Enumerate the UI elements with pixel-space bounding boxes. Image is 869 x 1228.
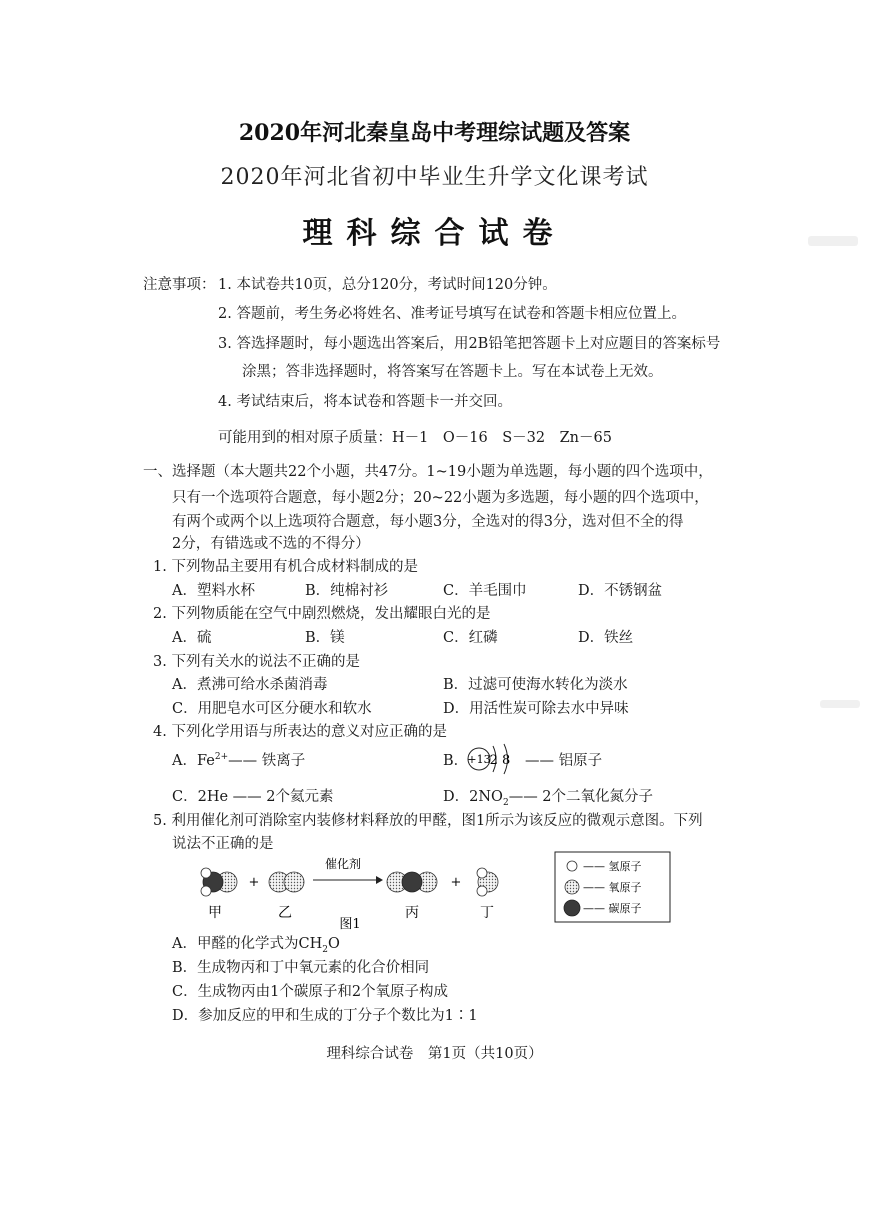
iron-ion-symbol: Fe [196, 753, 215, 769]
q5-option-d: D．参加反应的甲和生成的丁分子个数比为1∶1 [172, 1008, 478, 1024]
q1-option-c: C．羊毛围巾 [443, 583, 527, 599]
q3-option-c: C．用肥皂水可区分硬水和软水 [172, 701, 372, 717]
q1-stem: 1. 下列物品主要用有机合成材料制成的是 [153, 559, 418, 575]
molecule-carbon-dioxide [387, 872, 437, 892]
plus-sign-2: + [450, 875, 462, 890]
no2-subscript: 2 [502, 797, 509, 808]
catalyst-label: 催化剂 [324, 857, 362, 871]
q5-option-c: C．生成物丙由1个碳原子和2个氧原子构成 [172, 984, 449, 1000]
q3-stem: 3. 下列有关水的说法不正确的是 [153, 654, 360, 670]
q4-option-b-meaning: —— 铝原子 [525, 753, 603, 769]
q5-stem-line-2: 说法不正确的是 [172, 836, 274, 852]
q5-option-a-text: A．甲醛的化学式为CH [172, 936, 323, 952]
nucleus-charge: +13 [467, 753, 491, 766]
q5-option-b: B．生成物丙和丁中氧元素的化合价相同 [172, 960, 430, 976]
q4-option-a-label: A． [172, 753, 197, 769]
q4-option-d-meaning: —— 2个二氧化氮分子 [508, 789, 654, 805]
aluminum-atom-structure-diagram [463, 740, 523, 778]
q1-option-a: A．塑料水杯 [172, 583, 255, 599]
notice-item-1: 1. 本试卷共10页，总分120分，考试时间120分钟。 [218, 277, 557, 293]
section-1-line-4: 2分，有错选或不选的不得分） [172, 536, 370, 552]
q2-option-a: A．硫 [172, 630, 212, 646]
label-bing: 丙 [405, 905, 419, 921]
document-title: 2020年河北秦皇岛中考理综试题及答案 [238, 120, 631, 146]
legend-carbon: —— 碳原子 [583, 902, 642, 915]
notice-item-3-cont: 涂黑；答非选择题时，将答案写在答题卡上。写在本试卷上无效。 [242, 364, 663, 380]
q1-option-d: D．不锈钢盆 [578, 583, 663, 599]
q4-option-d [443, 785, 653, 808]
q4-stem: 4. 下列化学用语与所表达的意义对应正确的是 [153, 724, 447, 740]
legend-hydrogen: —— 氢原子 [583, 860, 642, 873]
q3-option-d: D．用活性炭可除去水中异味 [443, 701, 629, 717]
q5-stem-line-1: 5. 利用催化剂可消除室内装修材料释放的甲醛，图1所示为该反应的微观示意图。下列 [153, 813, 703, 829]
q5-option-a-subscript: 2 [322, 944, 328, 955]
section-1-line-2: 只有一个选项符合题意，每小题2分；20~22小题为多选题，每小题的四个选项中， [172, 490, 709, 506]
q5-option-a-tail: O [327, 936, 340, 952]
legend-oxygen: —— 氧原子 [583, 881, 642, 894]
carbon-atom-icon [564, 900, 580, 916]
q4-option-a-meaning: —— 铁离子 [228, 753, 306, 769]
notice-item-3: 3. 答选择题时，每小题选出答案后，用2B铅笔把答题卡上对应题目的答案标号 [218, 336, 721, 352]
q2-stem: 2. 下列物质能在空气中剧烈燃烧，发出耀眼白光的是 [153, 606, 491, 622]
molecule-water [477, 868, 498, 896]
hydrogen-atom-icon [567, 861, 577, 871]
q2-option-d: D．铁丝 [578, 630, 634, 646]
q5-option-a [172, 932, 340, 955]
q4-option-b-label: B． [443, 753, 469, 769]
atomic-mass-line: 可能用到的相对原子质量：H－1 O－16 S－32 Zn－65 [218, 430, 612, 446]
plus-sign-1: + [248, 875, 260, 890]
q4-option-d-label: D． [443, 789, 470, 805]
exam-name: 2020年河北省初中毕业生升学文化课考试 [220, 165, 649, 190]
q3-option-a: A．煮沸可给水杀菌消毒 [172, 677, 328, 693]
notice-item-2: 2. 答题前，考生务必将姓名、准考证号填写在试卷和答题卡相应位置上。 [218, 306, 686, 322]
molecule-oxygen [269, 872, 304, 892]
paper-name: 理科综合试卷 [302, 216, 567, 251]
q1-option-b: B．纯棉衬衫 [305, 583, 389, 599]
oxygen-atom-icon [565, 880, 579, 894]
page-footer: 理科综合试卷 第1页（共10页） [326, 1046, 543, 1062]
section-1-heading: 一、选择题（本大题共22个小题，共47分。1~19小题为单选题，每小题的四个选项中， [143, 464, 713, 480]
q4-option-a [172, 749, 305, 770]
q2-option-b: B．镁 [305, 630, 345, 646]
label-jia: 甲 [208, 905, 222, 921]
molecule-formaldehyde [201, 868, 237, 896]
label-ding: 丁 [480, 905, 494, 921]
electron-shells: 2 8 [489, 753, 511, 768]
q3-option-b: B．过滤可使海水转化为淡水 [443, 677, 628, 693]
section-1-line-3: 有两个或两个以上选项符合题意，每小题3分，全选对的得3分，选对但不全的得 [172, 514, 684, 530]
label-yi: 乙 [278, 905, 292, 921]
figure-label: 图1 [339, 917, 361, 932]
iron-ion-charge: 2+ [214, 752, 229, 763]
notice-label: 注意事项： [143, 277, 216, 293]
no2-formula: 2NO [469, 789, 503, 805]
reaction-micro-diagram [140, 848, 680, 934]
q2-option-c: C．红磷 [443, 630, 498, 646]
arrow-icon [376, 876, 383, 884]
scan-artifact [820, 700, 860, 708]
q4-option-c: C．2He —— 2个氦元素 [172, 789, 334, 805]
notice-item-4: 4. 考试结束后，将本试卷和答题卡一并交回。 [218, 394, 512, 410]
